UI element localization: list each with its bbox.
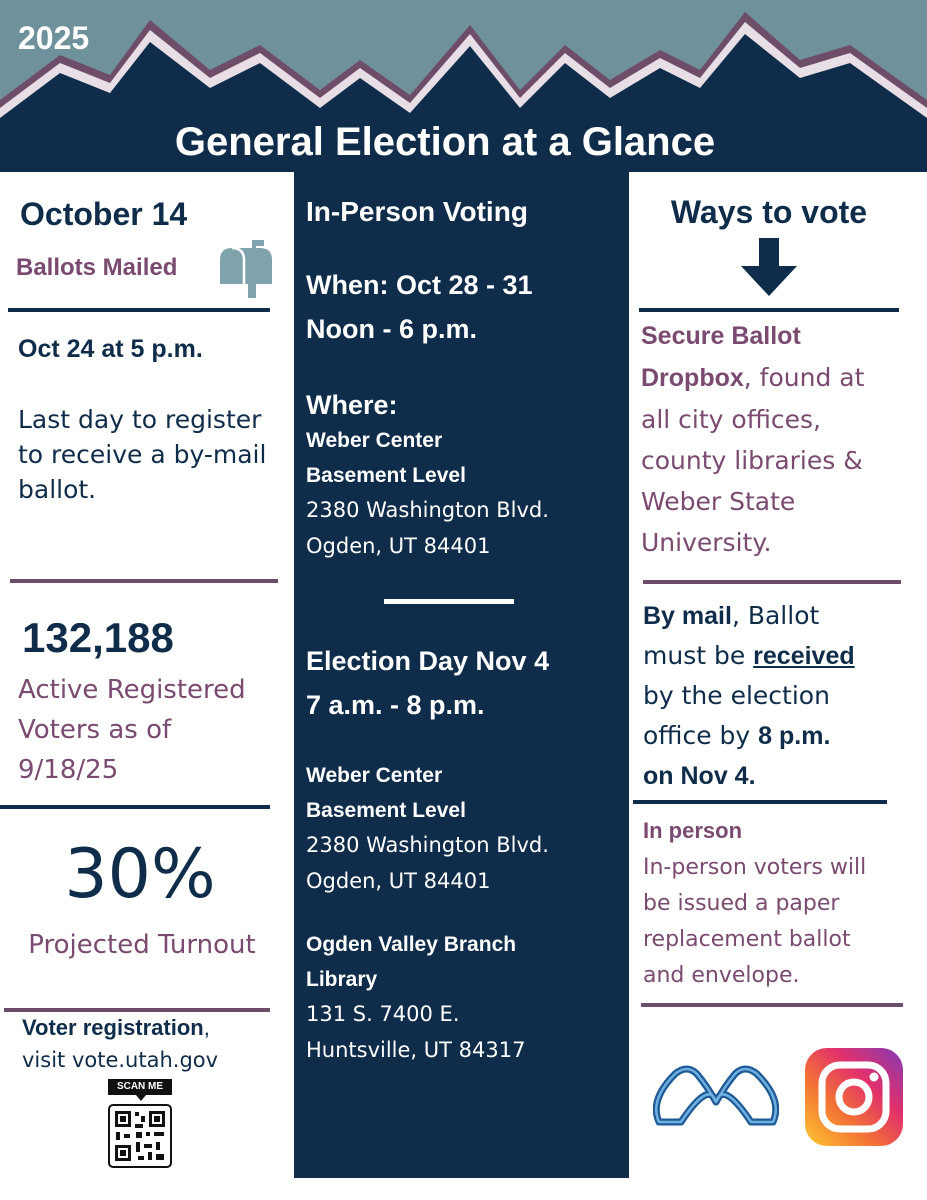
instagram-icon[interactable] xyxy=(805,1048,903,1146)
dropbox-found: , found at xyxy=(743,363,865,392)
in-person-line: and envelope. xyxy=(643,963,800,988)
divider xyxy=(641,1003,903,1007)
in-person-line: replacement ballot xyxy=(643,927,851,952)
location-2-city: Ogden, UT 84401 xyxy=(306,869,491,893)
dropbox-title-2: Dropbox xyxy=(641,364,744,392)
dropbox-title: Secure Ballot xyxy=(641,322,801,350)
turnout-label: Projected Turnout xyxy=(28,930,256,960)
in-person-line: In-person voters will xyxy=(643,855,867,880)
location-1-address: 2380 Washington Blvd. xyxy=(306,498,549,522)
scan-me-pointer xyxy=(136,1095,146,1101)
early-voting-dates: When: Oct 28 - 31 xyxy=(306,270,533,300)
divider xyxy=(8,308,270,312)
by-mail-info xyxy=(643,596,925,796)
location-2-subname: Basement Level xyxy=(306,799,466,822)
down-arrow-icon xyxy=(741,238,797,296)
dropbox-line: Weber State xyxy=(641,487,796,516)
location-3-subname: Library xyxy=(306,968,378,991)
in-person-heading: In-Person Voting xyxy=(306,196,528,227)
where-label: Where: xyxy=(306,390,398,420)
dropbox-line: all city offices, xyxy=(641,405,821,434)
ways-to-vote-heading: Ways to vote xyxy=(670,194,868,230)
ballots-mailed-date: October 14 xyxy=(20,196,188,232)
qr-code-icon[interactable] xyxy=(108,1104,172,1168)
scan-me-label: SCAN ME xyxy=(108,1079,172,1095)
voter-registration-line xyxy=(22,1015,210,1041)
dropbox-line xyxy=(641,357,923,399)
header-banner xyxy=(0,0,927,172)
divider xyxy=(10,579,278,583)
received-emphasis: received xyxy=(753,642,855,670)
deadline-date: on Nov 4. xyxy=(643,762,756,790)
divider xyxy=(384,599,514,604)
dropbox-info xyxy=(641,316,923,563)
location-2-address: 2380 Washington Blvd. xyxy=(306,833,549,857)
divider xyxy=(4,1008,270,1012)
location-1-name: Weber Center xyxy=(306,429,443,452)
dropbox-line: University. xyxy=(641,528,772,557)
voter-registration-link[interactable]: visit vote.utah.gov xyxy=(22,1048,219,1072)
dropbox-line: county libraries & xyxy=(641,446,863,475)
by-mail-line xyxy=(643,716,925,756)
turnout-percent: 30% xyxy=(64,835,216,914)
registered-voters-count: 132,188 xyxy=(22,614,174,661)
by-mail-text: office by xyxy=(643,721,759,750)
election-day-label: Election Day Nov 4 xyxy=(306,646,550,676)
location-3-city: Huntsville, UT 84317 xyxy=(306,1038,526,1062)
location-1-subname: Basement Level xyxy=(306,464,466,487)
mailbox-icon xyxy=(216,238,278,298)
by-mail-text: , Ballot xyxy=(731,601,820,630)
in-person-line: be issued a paper xyxy=(643,891,840,916)
by-mail-line: by the election xyxy=(643,681,830,710)
voter-registration-bold: Voter registration xyxy=(22,1015,204,1040)
registration-deadline-desc: Last day to register to receive a by-mail ballot. xyxy=(18,405,267,504)
by-mail-title: By mail xyxy=(643,602,732,630)
ballots-mailed-label: Ballots Mailed xyxy=(16,254,178,281)
early-voting-hours: Noon - 6 p.m. xyxy=(306,314,477,344)
in-person-title: In person xyxy=(643,818,743,843)
by-mail-line xyxy=(643,596,925,636)
year-label: 2025 xyxy=(18,20,90,56)
voter-registration-comma: , xyxy=(203,1015,210,1040)
by-mail-text: must be xyxy=(643,641,754,670)
registered-voters-desc: Active Registered Voters as of 9/18/25 xyxy=(18,675,246,785)
location-2-name: Weber Center xyxy=(306,764,443,787)
page-title: General Election at a Glance xyxy=(174,120,716,164)
divider xyxy=(643,580,901,584)
by-mail-line xyxy=(643,636,925,676)
divider xyxy=(633,800,887,804)
weber-county-logo-icon[interactable] xyxy=(653,1060,779,1130)
left-column xyxy=(0,172,294,1200)
deadline-time: 8 p.m. xyxy=(758,722,831,750)
location-1-city: Ogden, UT 84401 xyxy=(306,534,491,558)
registration-deadline: Oct 24 at 5 p.m. xyxy=(18,335,203,363)
divider xyxy=(0,805,270,809)
ways-to-vote-column xyxy=(629,172,927,1200)
election-day-hours: 7 a.m. - 8 p.m. xyxy=(306,690,485,720)
location-3-name: Ogden Valley Branch xyxy=(306,933,517,956)
in-person-desc xyxy=(643,850,927,994)
divider xyxy=(639,308,899,312)
in-person-voting-column xyxy=(294,172,629,1178)
location-3-address: 131 S. 7400 E. xyxy=(306,1002,460,1026)
